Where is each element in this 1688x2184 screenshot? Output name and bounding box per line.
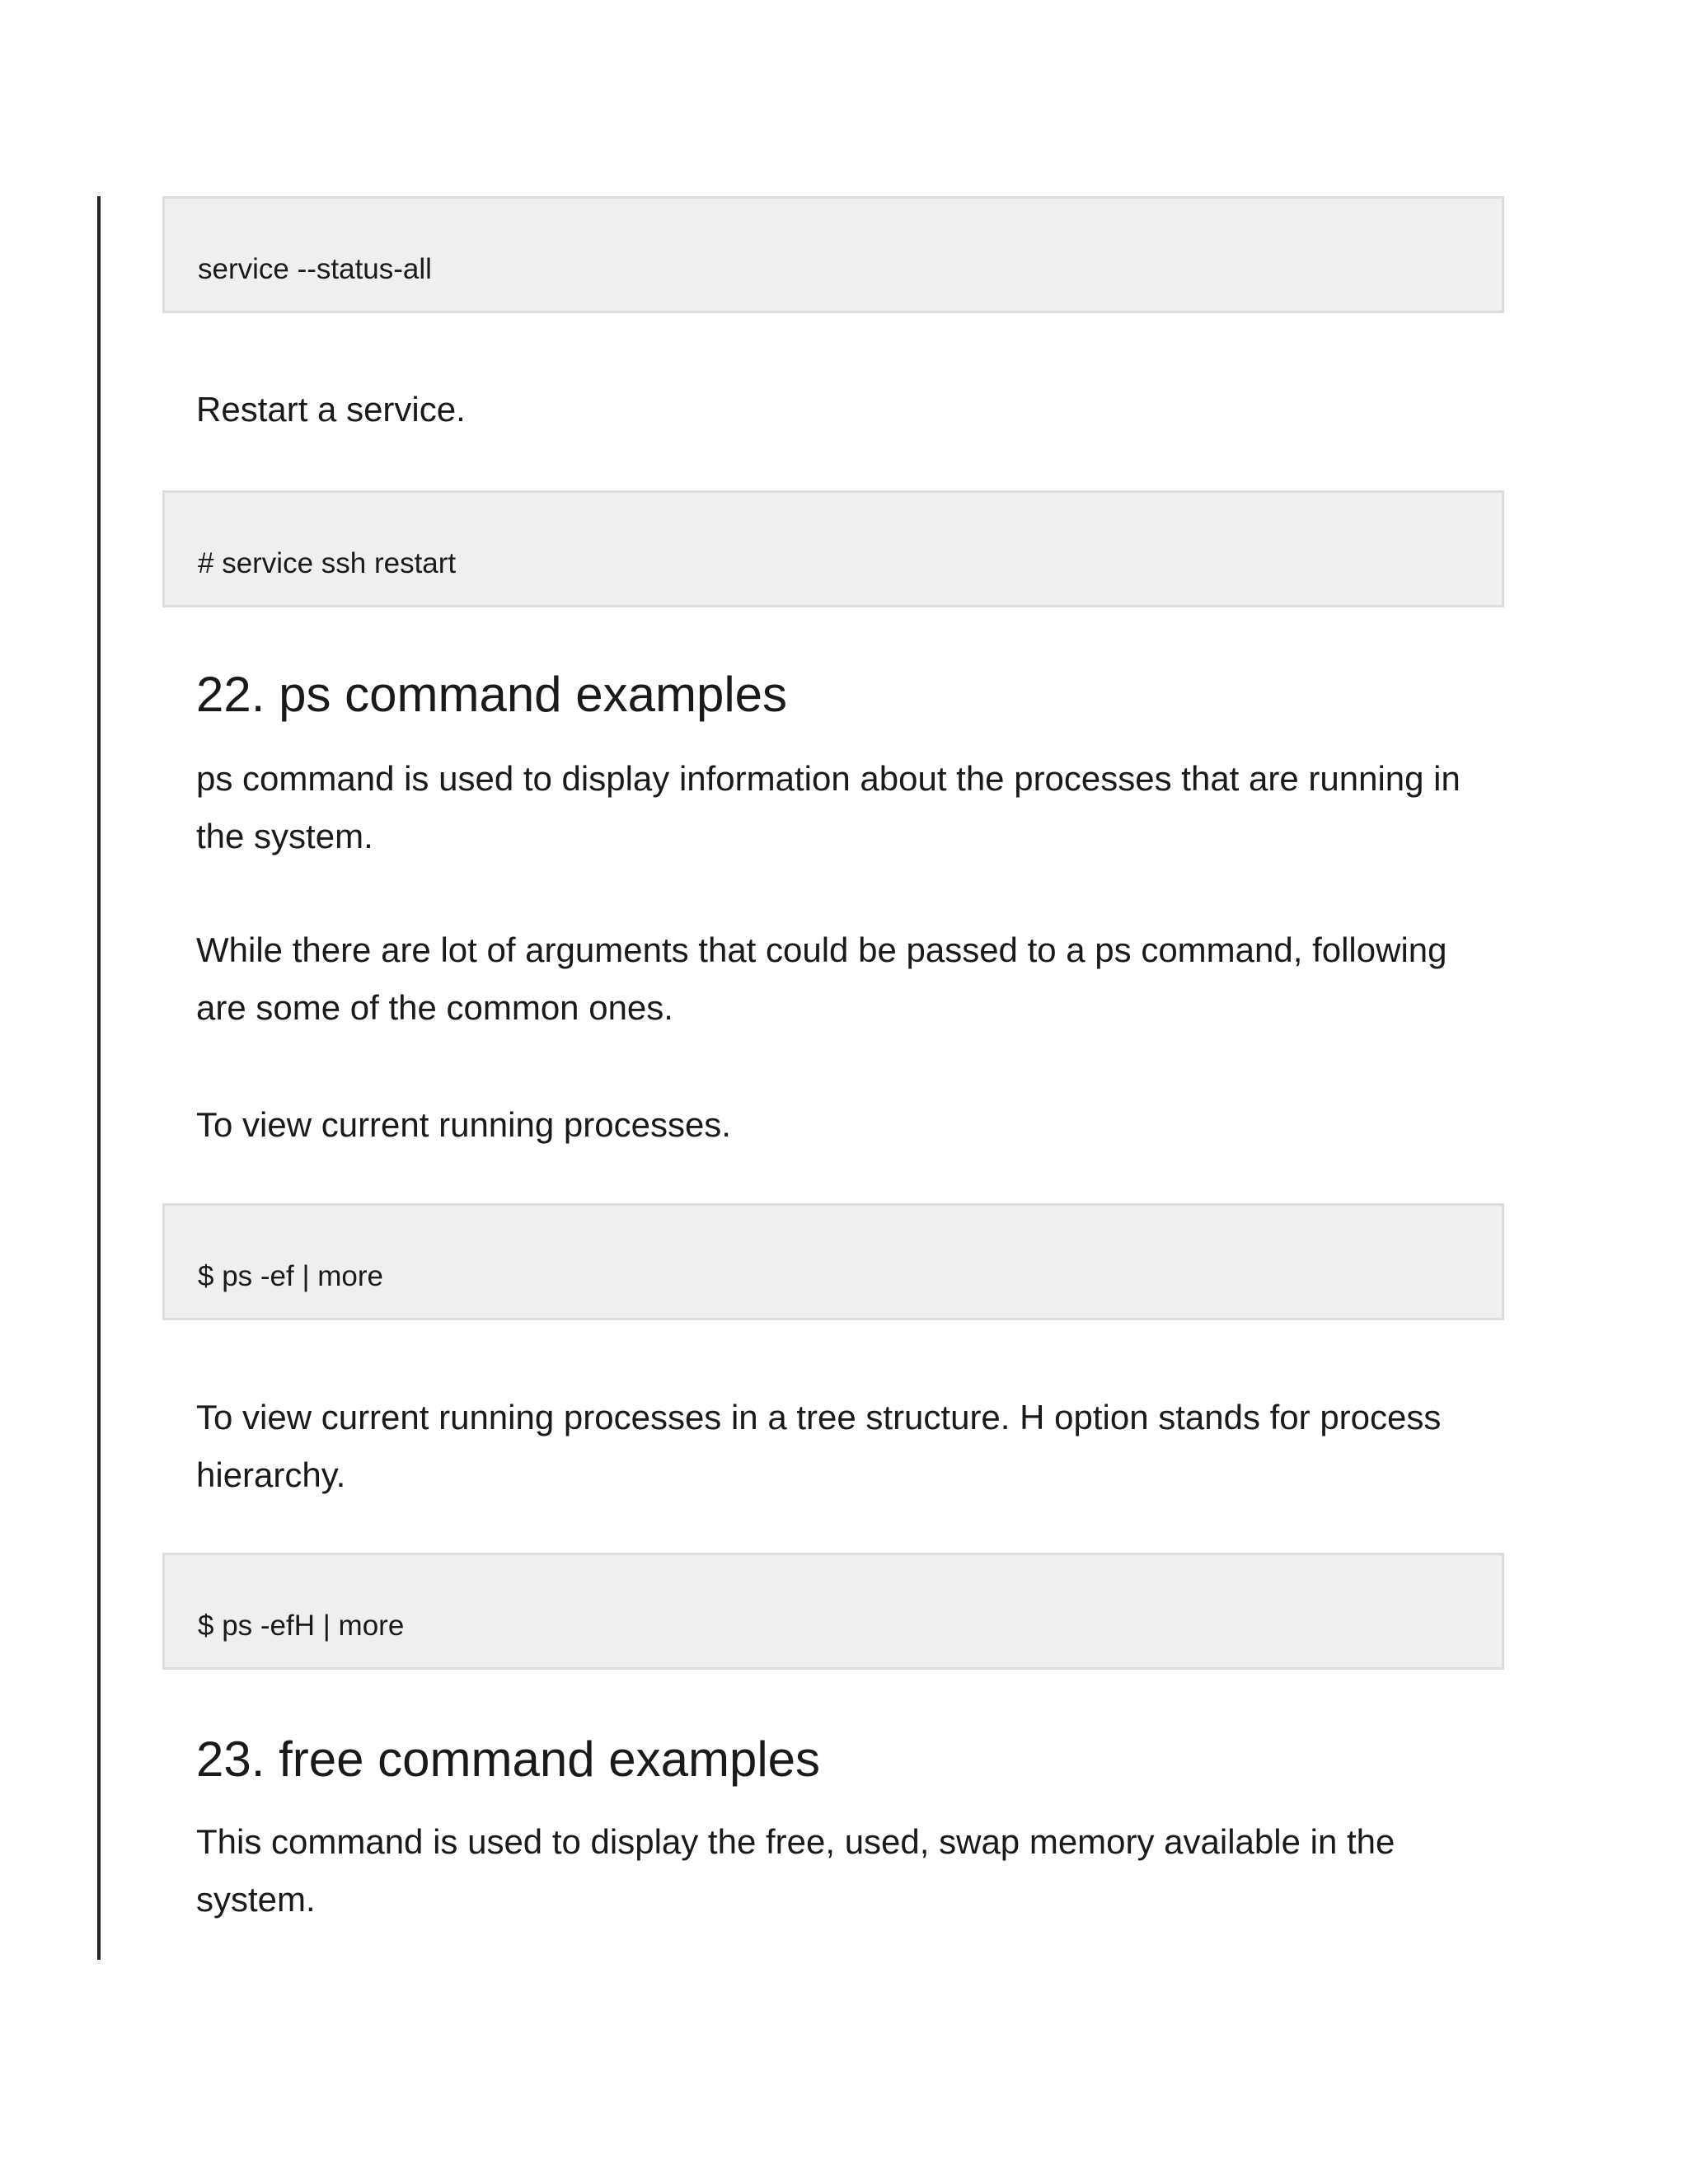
- paragraph-ps-description: ps command is used to display information about the processes that are running in the system.: [196, 759, 1461, 855]
- section-heading-ps: 22. ps command examples: [196, 667, 788, 722]
- code-text: $ ps -efH | more: [198, 1610, 405, 1642]
- code-text: $ ps -ef | more: [198, 1260, 384, 1292]
- left-vertical-rule: [97, 196, 101, 1960]
- code-text: # service ssh restart: [198, 547, 457, 579]
- paragraph-free-description: This command is used to display the free, used, swap memory available in the system.: [196, 1822, 1395, 1919]
- paragraph-view-tree: To view current running processes in a tree structure. H option stands for process hierarchy.: [196, 1398, 1442, 1494]
- code-block-ps-efH: [162, 1553, 1504, 1670]
- code-block-status-all: [162, 196, 1504, 313]
- code-text: service --status-all: [198, 253, 432, 285]
- code-block-ps-ef: [162, 1203, 1504, 1320]
- paragraph-restart-intro: Restart a service.: [196, 390, 466, 429]
- code-block-ssh-restart: [162, 490, 1504, 607]
- paragraph-view-running: To view current running processes.: [196, 1105, 731, 1144]
- section-heading-free: 23. free command examples: [196, 1732, 821, 1787]
- paragraph-ps-arguments: While there are lot of arguments that could be passed to a ps command, following are some of the common ones.: [196, 930, 1447, 1027]
